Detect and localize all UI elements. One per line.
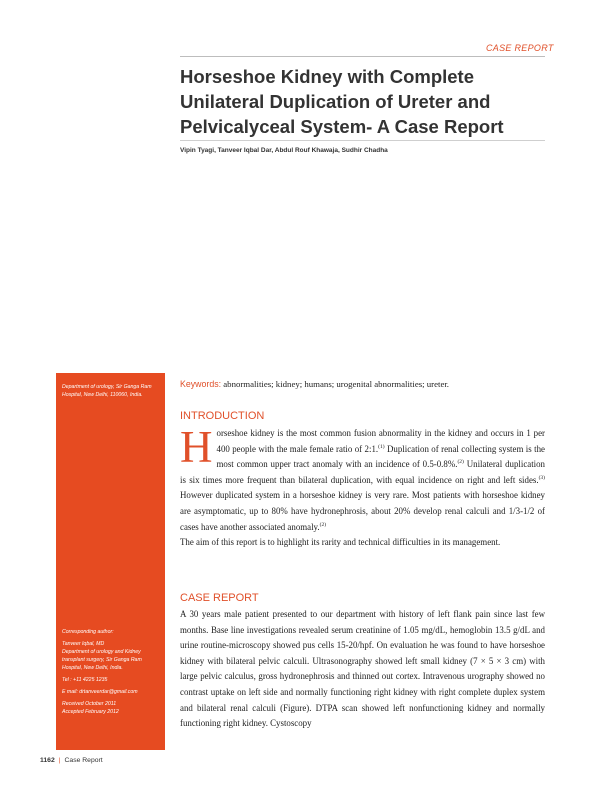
- intro-text-b: Duplication of renal collecting system is the most common upper tract anomaly with an incidence of 0.5-0.8%.: [216, 443, 545, 470]
- affiliation: Department of urology, Sir Ganga Ram Hospital, New Delhi, 110060, India.: [62, 384, 152, 398]
- corresponding-address: Department of urology and Kidney transplant surgery, Sir Ganga Ram Hospital, New Delhi, India.: [62, 649, 142, 671]
- affiliation-block: [62, 383, 161, 399]
- case-report-body: [180, 607, 545, 732]
- intro-paragraph-1: [180, 422, 545, 535]
- corresponding-block: [62, 628, 161, 716]
- intro-text-d: However duplicated system in a horseshoe kidney is very rare. Most patients with horseshoe kidney are asymptomatic, up to 80% have hydronephrosis, about 20% develop renal calculi and 1/3-1/2 of cases have another associated anomaly.: [180, 490, 545, 532]
- intro-paragraph-2: The aim of this report is to highlight its rarity and technical difficulties in its management.: [180, 537, 501, 548]
- header-rule: [180, 56, 545, 57]
- email[interactable]: E mail: drtanveerdar@gmail.com: [62, 689, 138, 695]
- drop-cap: H: [180, 422, 213, 472]
- page-footer: [40, 757, 103, 764]
- title-rule: [180, 140, 545, 141]
- keywords: [180, 378, 545, 390]
- section-tag: CASE REPORT: [486, 43, 554, 53]
- keywords-label: Keywords:: [180, 379, 222, 389]
- page-number: 1162: [40, 757, 55, 764]
- footer-section: Case Report: [64, 757, 103, 764]
- corresponding-label: Corresponding author:: [62, 629, 114, 635]
- article-title: Horseshoe Kidney with Complete Unilateral Duplication of Ureter and Pelvicalyceal System- A Case Report: [180, 66, 504, 137]
- citation-4[interactable]: (2): [319, 521, 327, 528]
- citation-1[interactable]: (1): [378, 443, 385, 450]
- intro-text-c: Unilateral duplication is six times more frequent than bilateral duplication, with equal incidence on right and left sides.: [180, 459, 545, 485]
- info-sidebar: [56, 373, 165, 750]
- telephone: Tel : +11 4225 1235: [62, 677, 108, 683]
- footer-separator: |: [58, 757, 61, 764]
- keywords-text: abnormalities; kidney; humans; urogenital abnormalities; ureter.: [223, 379, 450, 389]
- citation-3[interactable]: (3): [538, 474, 545, 481]
- author-list: Vipin Tyagi, Tanveer Iqbal Dar, Abdul Rouf Khawaja, Sudhir Chadha: [180, 147, 388, 154]
- introduction-body: [180, 422, 545, 551]
- intro-text-a: orseshoe kidney is the most common fusion abnormality in the kidney and occurs in 1 per 400 people with the male female ratio of 2:1.: [216, 428, 545, 454]
- introduction-heading: INTRODUCTION: [180, 410, 265, 422]
- case-paragraph: A 30 years male patient presented to our department with history of left flank pain since last few months. Base line investigations revealed serum creatinine of 1.05 mg/dL, hemoglobin 13.5 g/dL and urine routine-microscopy showed pus cells 15-20/hpf. On evaluation he was found to have horseshoe kidney with bilateral pelvic calculi. Ultrasonography showed left small kidney (7 × 5 × 3 cm) with large pelvic calculus, gross hydronephrosis and thinned out cortex. Intravenous urography showed no contrast uptake on left side and normally functioning right kidney with right complete duplex system and bilateral renal calculi (Figure). DTPA scan showed left nonfunctioning kidney and normally functioning right kidney. Cystoscopy: [180, 609, 545, 729]
- citation-2[interactable]: (2): [457, 459, 464, 466]
- received-date: Received October 2011: [62, 701, 117, 707]
- case-report-heading: CASE REPORT: [180, 592, 259, 604]
- accepted-date: Accepted February 2012: [62, 709, 119, 715]
- corresponding-name: Tanveer Iqbal, MD: [62, 641, 105, 647]
